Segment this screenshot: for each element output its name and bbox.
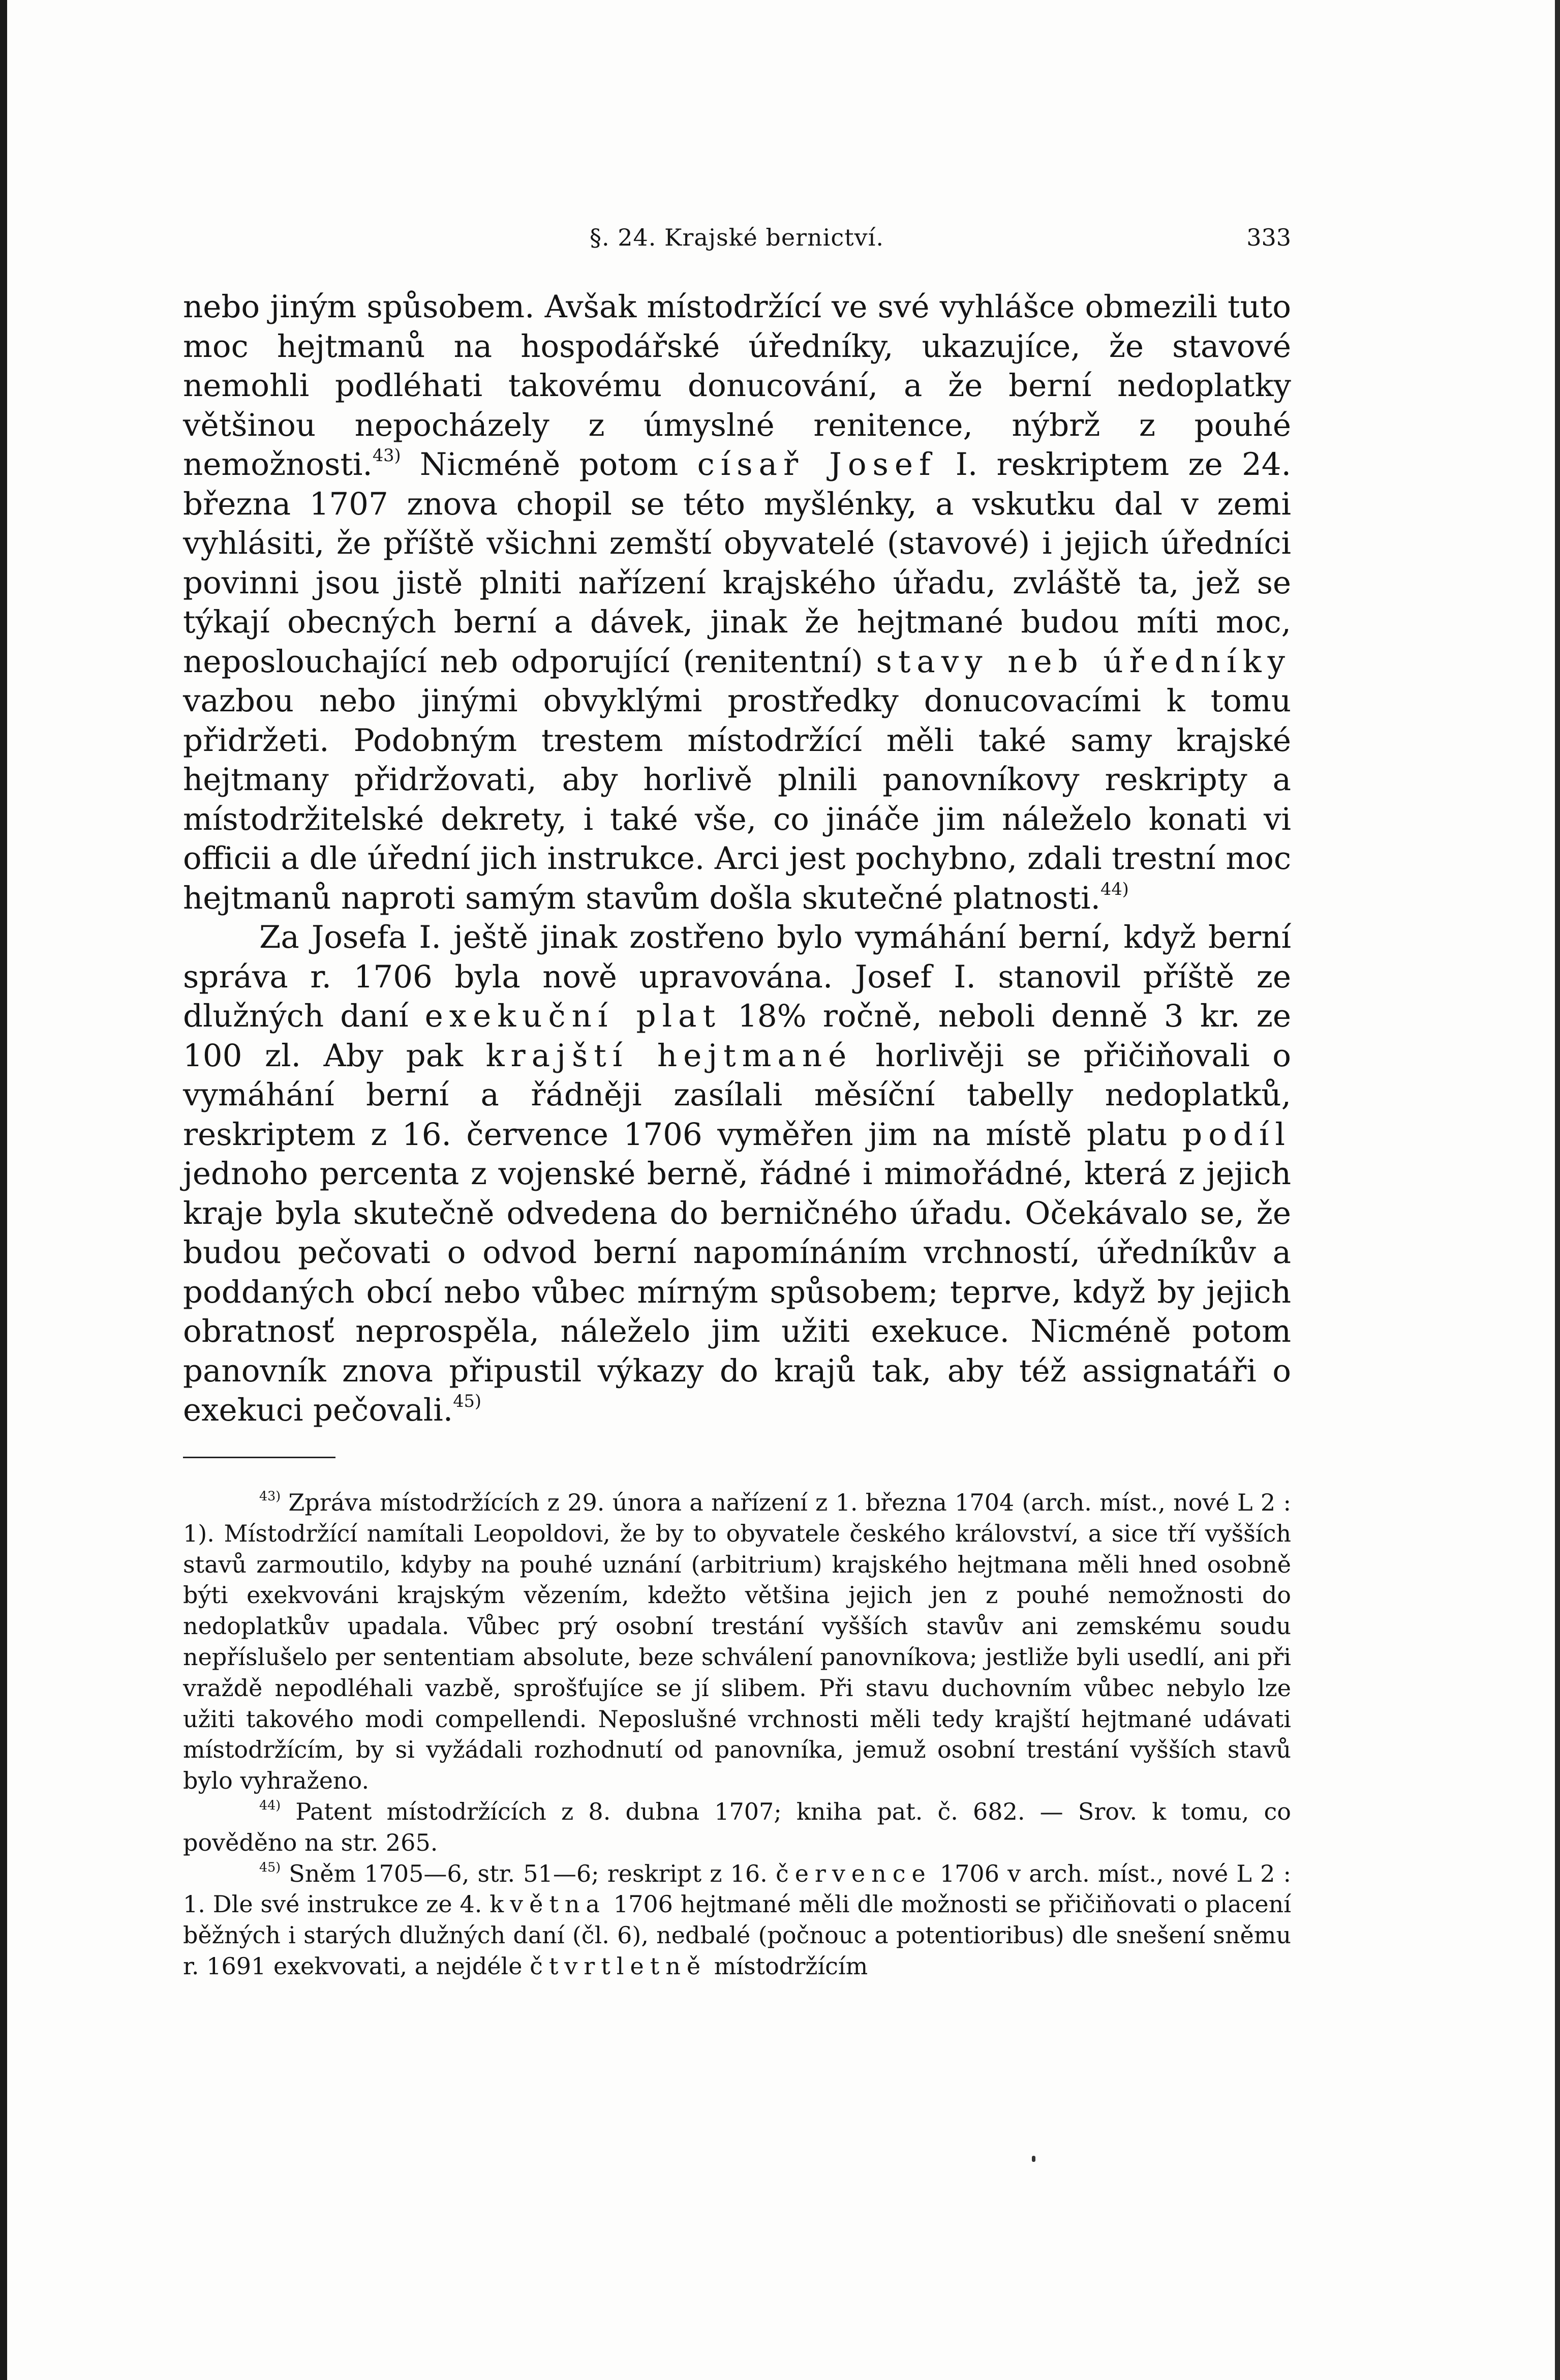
text-run: 1706 hejtmané měli dle možnosti se přičiňovati o placení běžných i starých dlužných daní (čl. 6), nedbalé (počnouc a potentioribus) dle snešení sněmu r. 1691 exekvovati, a nejdéle <box>183 1890 1291 1980</box>
text-run: místodržícím <box>707 1952 868 1980</box>
text-run: 18% <box>721 998 807 1034</box>
text-run: I. reskriptem ze 24. března 1707 znova chopil se této myšlénky, a vskutku dal v zemi vyhlásiti, že příště všichni zemští obyvatelé (stavové) i jejich úředníci povinni jsou jistě plniti nařízení krajského úřadu, zvláště ta, jež se týkají obecných berní a dávek, jinak že hejtmané budou míti moc, neposlouchající neb odporující (renitentní) <box>183 446 1291 680</box>
footnote-ref-44: 44) <box>1100 879 1129 899</box>
running-title: §. 24. Krajské bernictví. <box>590 224 884 251</box>
scan-edge-left <box>0 0 7 2380</box>
footnotes <box>183 1487 1291 1982</box>
text-run: nebo jiným spůsobem. Avšak místodržící ve své vyhlášce obmezili tuto moc hejtmanů na hospodářské úředníky, ukazujíce, že stavové nemohli podléhati takovému donucování, a že berní nedoplatky většinou nepocházely z úmyslné renitence, nýbrž z pouhé nemožnosti. <box>183 289 1291 483</box>
page-header <box>183 224 1291 259</box>
text-run: Nicméně potom <box>401 446 697 483</box>
spaced-emphasis: císař Josef <box>697 446 937 483</box>
spaced-emphasis: čtvrtletně <box>530 1952 707 1980</box>
footnote-mark: 45) <box>259 1859 281 1875</box>
spaced-emphasis: stavy neb úředníky <box>876 643 1292 680</box>
spaced-emphasis: podíl <box>1182 1116 1291 1153</box>
scan-speck <box>1032 2156 1035 2162</box>
paragraph-1 <box>183 287 1291 918</box>
text-run: Sněm 1705—6, str. 51—6; reskript z 16. <box>281 1859 776 1887</box>
text-run: horlivěji se přičiňovali o vymáhání berní a řádněji zasílali měsíční tabelly nedoplatků, reskriptem z 16. července 1706 vyměřen jim na místě platu <box>183 1037 1291 1153</box>
footnote-44 <box>183 1796 1291 1858</box>
text-run: ročně, neboli denně 3 kr. ze 100 zl. Aby pak <box>183 998 1291 1074</box>
footnote-mark: 44) <box>259 1797 281 1813</box>
footnote-text: Patent místodržících z 8. dubna 1707; kniha pat. č. 682. — Srov. k tomu, co pověděno na str. 265. <box>183 1797 1291 1856</box>
footnote-43 <box>183 1487 1291 1796</box>
spaced-emphasis: exekuční plat <box>424 998 721 1034</box>
text-run: 1706 v arch. míst., nové L 2 : 1. Dle své instrukce ze 4. <box>183 1859 1291 1918</box>
paragraph-2 <box>183 918 1291 1430</box>
page-number: 333 <box>1246 224 1291 251</box>
footnote-ref-43: 43) <box>372 445 401 466</box>
footnote-divider <box>183 1457 335 1458</box>
text-run: vazbou nebo jinými obvyklými prostředky donucovacími k tomu přidržeti. Podobným trestem místodržící měli také samy krajské hejtmany přidržovati, aby horlivě plnili panovníkovy reskripty a místodržitelské dekrety, i také vše, co jináče jim náleželo konati vi officii a dle úřední jich instrukce. Arci jest pochybno, zdali trestní moc hejtmanů naproti samým stavům došla skutečné platnosti. <box>183 683 1291 916</box>
footnote-ref-45: 45) <box>453 1391 481 1411</box>
footnote-mark: 43) <box>259 1488 281 1503</box>
footnote-45 <box>183 1858 1291 1982</box>
spaced-emphasis: krajští hejtmané <box>485 1037 853 1074</box>
scan-edge-right <box>1555 0 1560 2380</box>
body-text <box>183 287 1291 1430</box>
spaced-emphasis: května <box>490 1890 606 1918</box>
footnote-text: Zpráva místodržících z 29. února a nařízení z 1. března 1704 (arch. míst., nové L 2 : 1). Místodržící namítali Leopoldovi, že by to obyvatele českého království, a sice tří vyšších stavů zarmoutilo, kdyby na pouhé uznání (arbitrium) krajského hejtmana měli hned osobně býti exekvováni krajským vězením, kdežto většina jejich jen z pouhé nemožnosti do nedoplatkův upadala. Vůbec prý osobní trestání vyšších stavův ani zemskému soudu nepříslušelo per sententiam absolute, beze schválení panovníkova; jestliže byli usedlí, ani při vraždě nepodléhali vazbě, sprošťujíce se jí slibem. Při stavu duchovním vůbec nebylo lze užiti takového modi compellendi. Neposlušné vrchnosti měli tedy krajští hejtmané udávati místodržícím, by si vyžádali rozhodnutí od panovníka, jemuž osobní trestání vyšších stavů bylo vyhraženo. <box>183 1489 1291 1795</box>
spaced-emphasis: července <box>775 1859 932 1887</box>
text-run: Za Josefa I. ještě jinak zostřeno bylo vymáhání berní, když berní správa r. 1706 byla nově upravována. Josef I. stanovil příště ze dlužných daní <box>183 919 1291 1034</box>
text-run: jednoho percenta z vojenské berně, řádné i mimořádné, která z jejich kraje byla skutečně odvedena do berničného úřadu. Očekávalo se, že budou pečovati o odvod berní napomínáním vrchností, úředníkův a poddaných obcí nebo vůbec mírným spůsobem; teprve, když by jejich obratnosť neprospěla, náleželo jim užiti exekuce. Nicméně potom panovník znova připustil výkazy do krajů tak, aby též assignatáři o exekuci pečovali. <box>183 1156 1291 1428</box>
